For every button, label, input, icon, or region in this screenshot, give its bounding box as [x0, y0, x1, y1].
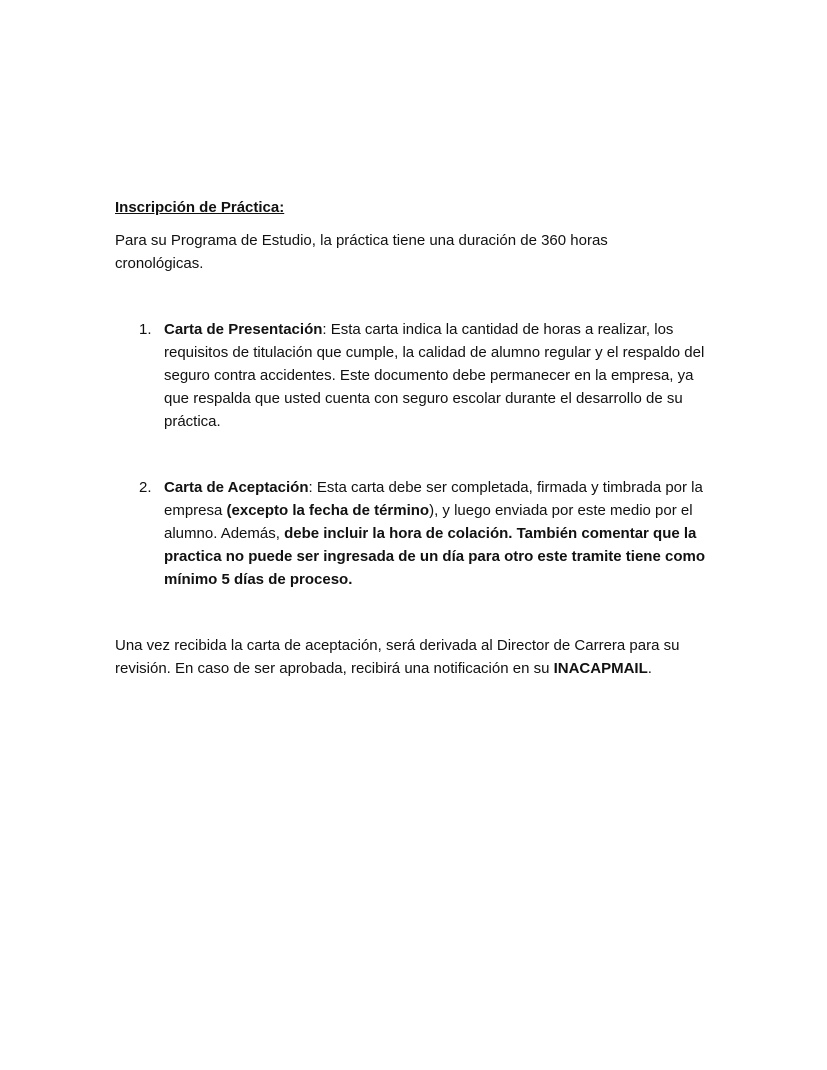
closing-paragraph	[115, 634, 715, 680]
list-item-number: 1.	[139, 321, 152, 338]
intro-paragraph: Para su Programa de Estudio, la práctica tiene una duración de 360 horas cronológicas.	[115, 232, 608, 272]
closing-text: Una vez recibida la carta de aceptación, será derivada al Director de Carrera para su revisión. En caso de ser aprobada, recibirá una notificación en su	[115, 637, 680, 677]
closing-email-label: INACAPMAIL	[553, 660, 648, 677]
item-emphasis-2: debe incluir la hora de colación. También comentar que la practica no puede ser ingresada de un día para otro este tramite tiene como mínimo 5 días de proceso.	[164, 525, 705, 588]
requirements-list	[115, 318, 715, 591]
item-description-part-2: ), y luego enviada por este medio por el alumno. Además,	[164, 502, 693, 542]
list-item-carta-presentacion	[115, 318, 715, 433]
item-title: Carta de Presentación	[164, 321, 323, 338]
item-description-part-1: : Esta carta debe ser completada, firmada y timbrada por la empresa	[164, 479, 703, 519]
section-heading: Inscripción de Práctica:	[115, 199, 285, 216]
list-item-carta-aceptacion	[115, 476, 715, 591]
list-item-text	[164, 476, 712, 591]
list-item-number: 2.	[139, 479, 152, 496]
document-body	[115, 196, 715, 680]
item-emphasis-1: (excepto la fecha de término	[226, 502, 430, 519]
closing-end: .	[647, 660, 652, 677]
item-description: : Esta carta indica la cantidad de horas a realizar, los requisitos de titulación que cumple, la calidad de alumno regular y el respaldo del seguro contra accidentes. Este documento debe permanecer en la empresa, ya que respalda que usted cuenta con seguro escolar durante el desarrollo de su práctica.	[164, 321, 705, 430]
list-item-text	[164, 318, 712, 433]
item-title: Carta de Aceptación	[164, 479, 309, 496]
